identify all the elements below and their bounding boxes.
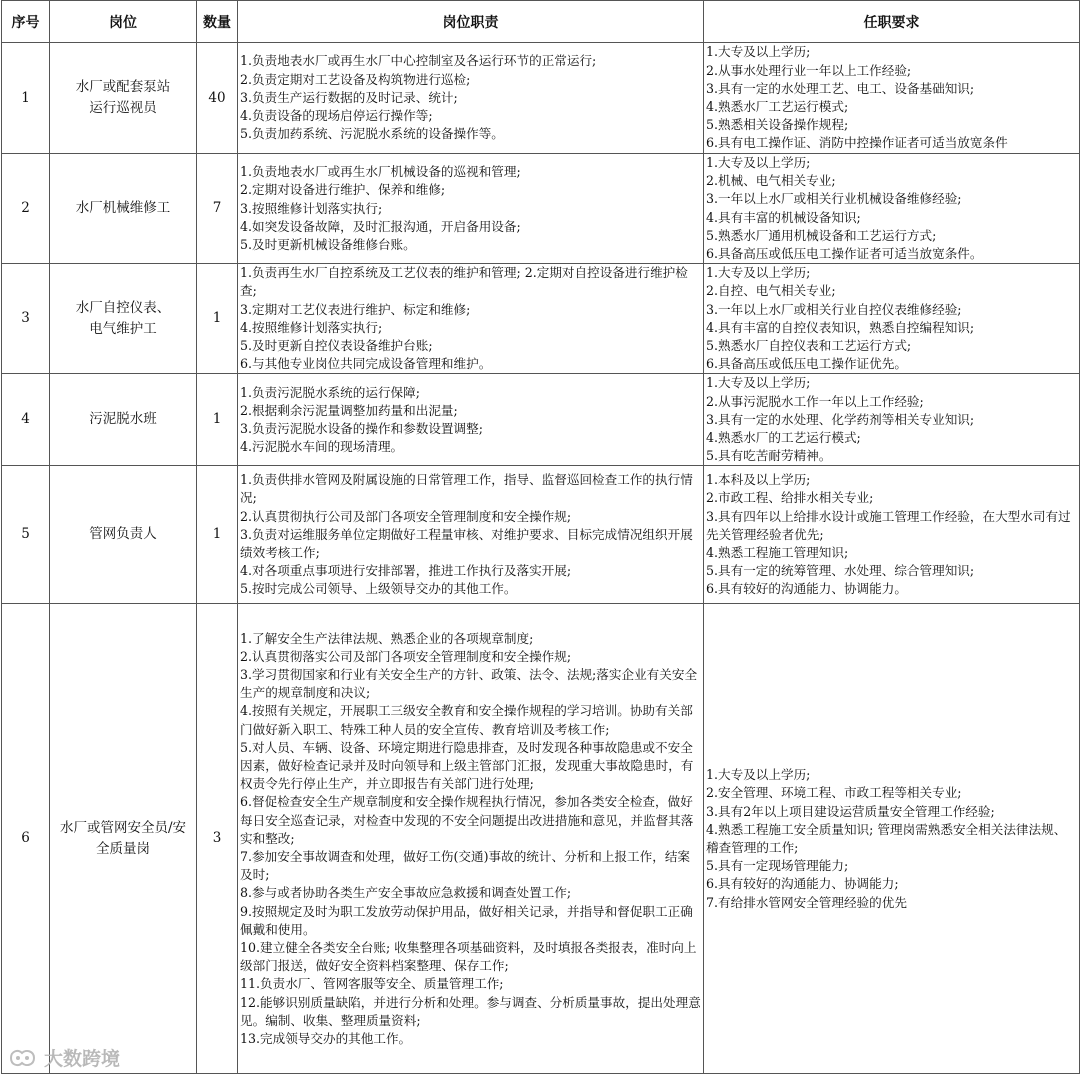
requirement-item: 1.大专及以上学历; [706, 375, 811, 391]
requirement-item: 2.从事污泥脱水工作一年以上工作经验; [706, 393, 924, 409]
requirement-item: 6.具备高压或低压电工操作证者可适当放宽条件。 [706, 246, 983, 262]
requirement-item: 6.具有电工操作证、消防中控操作证者可适当放宽条件 [706, 135, 1008, 151]
duty-item: 3.按照维修计划落实执行; [240, 200, 383, 216]
position-name: 水厂自控仪表、 [75, 299, 171, 316]
duty-item: 8.参与或者协助各类生产安全事故应急救援和调查处置工作; [240, 885, 572, 901]
duty-item: 9.按照规定及时为职工发放劳动保护用品，做好相关记录，并指导和督促职工正确佩戴和使用。 [240, 903, 693, 937]
duty-item: 5.对人员、车辆、设备、环境定期进行隐患排查，及时发现各种事故隐患或不安全因素，做好检查记录并及时向领导和上级主管部门汇报，发现重大事故隐患时，有权责令先行停止生产，并立即报告有关部门进行处理; [240, 739, 694, 792]
requirement-item: 1.大专及以上学历; [706, 767, 811, 783]
job-table [1, 0, 1080, 1074]
position-cell [50, 466, 197, 604]
duties-cell [238, 43, 704, 154]
requirement-item: 4.熟悉水厂的工艺运行模式; [706, 430, 861, 446]
duty-item: 2.负责定期对工艺设备及构筑物进行巡检; [240, 71, 471, 87]
position-cell [50, 264, 197, 374]
duty-item: 3.学习贯彻国家和行业有关安全生产的方针、政策、法令、法规;落实企业有关安全生产的规章制度和决议; [240, 667, 698, 701]
requirement-item: 2.安全管理、环境工程、市政工程等相关专业; [706, 785, 962, 801]
requirement-item: 5.具有一定的统筹管理、水处理、综合管理知识; [706, 563, 975, 579]
requirement-item: 2.市政工程、给排水相关专业; [706, 490, 874, 506]
duty-item: 4.对各项重点事项进行安排部署，推进工作执行及落实开展; [240, 563, 572, 579]
duty-item: 1.负责地表水厂或再生水厂中心控制室及各运行环节的正常运行; [240, 53, 597, 69]
duty-item: 1.负责污泥脱水系统的运行保障; [240, 384, 420, 400]
requirement-item: 4.熟悉水厂工艺运行模式; [706, 99, 849, 114]
requirement-item: 1.大专及以上学历; [706, 265, 811, 281]
requirement-item: 3.具有四年以上给排水设计或施工管理工作经验，在大型水司有过先关管理经验者优先; [706, 508, 1071, 542]
duty-item: 4.污泥脱水车间的现场清理。 [240, 439, 404, 455]
requirement-item: 1.大专及以上学历; [706, 155, 811, 170]
row-number: 2 [2, 154, 50, 264]
table-row [2, 154, 1080, 264]
table-row [2, 466, 1080, 604]
position-cell [50, 374, 197, 466]
requirement-item: 2.从事水处理行业一年以上工作经验; [706, 62, 912, 78]
requirements-cell [704, 264, 1080, 374]
duty-item: 1.负责再生水厂自控系统及工艺仪表的维护和管理; 2.定期对自控设备进行维护检查; [240, 265, 688, 299]
duty-item: 6.与其他专业岗位共同完成设备管理和维护。 [240, 356, 492, 372]
duty-item: 4.如突发设备故障，及时汇报沟通，开启备用设备; [240, 218, 521, 234]
headcount: 1 [197, 264, 238, 374]
requirements-cell [704, 374, 1080, 466]
duty-item: 2.认真贯彻执行公司及部门各项安全管理制度和安全操作规; [240, 508, 572, 524]
duties-cell [238, 374, 704, 466]
duty-item: 7.参加安全事故调查和处理，做好工伤(交通)事故的统计、分析和上报工作，结案及时; [240, 849, 691, 883]
position-name: 电气维护工 [89, 320, 157, 337]
requirement-item: 6.具有较好的沟通能力、协调能力; [706, 876, 899, 892]
requirement-item: 2.机械、电气相关专业; [706, 173, 836, 189]
duty-item: 10.建立健全各类安全台账; 收集整理各项基础资料，及时填报各类报表，准时向上级部门报送，做好安全资料档案整理、保存工作; [240, 940, 697, 974]
requirement-item: 4.熟悉工程施工安全质量知识; 管理岗需熟悉安全相关法律法规、稽查管理的工作; [706, 821, 1067, 855]
requirement-item: 3.一年以上水厂或相关行业自控仪表维修经验; [706, 301, 962, 317]
requirement-item: 3.具有一定的水处理、化学药剂等相关专业知识; [706, 411, 975, 427]
duty-item: 2.认真贯彻落实公司及部门各项安全管理制度和安全操作规; [240, 648, 572, 664]
requirements-cell [704, 466, 1080, 604]
row-number: 5 [2, 466, 50, 604]
requirement-item: 1.大专及以上学历; [706, 44, 811, 60]
duty-item: 3.定期对工艺仪表进行维护、标定和维修; [240, 301, 471, 317]
requirement-item: 5.熟悉水厂自控仪表和工艺运行方式; [706, 338, 912, 354]
duty-item: 5.按时完成公司领导、上级领导交办的其他工作。 [240, 581, 517, 597]
requirement-item: 3.具有一定的水处理工艺、电工、设备基础知识; [706, 80, 975, 96]
watermark [8, 1044, 120, 1071]
duty-item: 1.负责地表水厂或再生水厂机械设备的巡视和管理; [240, 164, 521, 180]
duty-item: 5.及时更新自控仪表设备维护台账; [240, 338, 433, 354]
requirement-item: 5.熟悉水厂通用机械设备和工艺运行方式; [706, 227, 937, 243]
duty-item: 6.督促检查安全生产规章制度和安全操作规程执行情况，参加各类安全检查，做好每日安全巡查记录，对检查中发现的不安全问题提出改进措施和意见，并监督其落实和整改; [240, 794, 694, 846]
header-requirements: 任职要求 [704, 1, 1080, 43]
header-count: 数量 [197, 1, 238, 43]
requirements-cell [704, 43, 1080, 154]
duty-item: 3.负责对运维服务单位定期做好工程量审核、对维护要求、目标完成情况组织开展绩效考核工作; [240, 526, 693, 561]
headcount: 3 [197, 604, 238, 1074]
duty-item: 1.了解安全生产法律法规、熟悉企业的各项规章制度; [240, 630, 534, 646]
table-row [2, 43, 1080, 154]
position-name: 管网负责人 [89, 526, 157, 543]
position-name: 水厂机械维修工 [75, 200, 171, 217]
duty-item: 2.根据剩余污泥量调整加药量和出泥量; [240, 402, 458, 418]
requirement-item: 7.有给排水管网安全管理经验的优先 [706, 894, 907, 910]
duty-item: 4.按照有关规定，开展职工三级安全教育和安全操作规程的学习培训。协助有关部门做好新入职工、特殊工种人员的安全宣传、教育培训及考核工作; [240, 703, 693, 737]
duties-cell [238, 604, 704, 1074]
position-cell [50, 604, 197, 1074]
position-name: 水厂或配套泵站 [75, 79, 171, 95]
row-number: 4 [2, 374, 50, 466]
position-name: 全质量岗 [96, 840, 150, 857]
headcount: 1 [197, 466, 238, 604]
duty-item: 3.负责生产运行数据的及时记录、统计; [240, 89, 458, 105]
row-number: 6 [2, 604, 50, 1074]
requirement-item: 4.具有丰富的自控仪表知识，熟悉自控编程知识; [706, 319, 975, 335]
duty-item: 3.负责污泥脱水设备的操作和参数设置调整; [240, 420, 483, 436]
duty-item: 4.按照维修计划落实执行; [240, 319, 383, 335]
headcount: 1 [197, 374, 238, 466]
duty-item: 5.负责加药系统、污泥脱水系统的设备操作等。 [240, 126, 504, 142]
requirement-item: 4.熟悉工程施工管理知识; [706, 545, 849, 561]
headcount: 40 [197, 43, 238, 154]
duties-cell [238, 154, 704, 264]
duty-item: 11.负责水厂、管网客服等安全、质量管理工作; [240, 976, 504, 992]
row-number: 3 [2, 264, 50, 374]
duty-item: 4.负责设备的现场启停运行操作等; [240, 108, 433, 124]
logo-icon [8, 1047, 38, 1069]
duties-cell [238, 264, 704, 374]
requirement-item: 4.具有丰富的机械设备知识; [706, 209, 861, 225]
watermark-text: 大数跨境 [44, 1048, 121, 1070]
header-row [2, 1, 1080, 43]
position-name: 运行巡视员 [89, 100, 157, 116]
requirement-item: 2.自控、电气相关专业; [706, 283, 836, 299]
duty-item: 1.负责供排水管网及附属设施的日常管理工作，指导、监督巡回检查工作的执行情况; [240, 472, 693, 506]
table-row [2, 264, 1080, 374]
requirement-item: 3.具有2年以上项目建设运营质量安全管理工作经验; [706, 803, 995, 819]
duty-item: 5.及时更新机械设备维修台账。 [240, 236, 416, 252]
requirements-cell [704, 154, 1080, 264]
requirements-cell [704, 604, 1080, 1074]
row-number: 1 [2, 43, 50, 154]
duty-item: 2.定期对设备进行维护、保养和维修; [240, 182, 446, 198]
requirement-item: 3.一年以上水厂或相关行业机械设备维修经验; [706, 191, 962, 207]
requirement-item: 5.熟悉相关设备操作规程; [706, 117, 849, 133]
table-row [2, 604, 1080, 1074]
table-row [2, 374, 1080, 466]
requirement-item: 5.具有一定现场管理能力; [706, 858, 849, 874]
header-duties: 岗位职责 [238, 1, 704, 43]
position-name: 水厂或管网安全员/安 [59, 819, 187, 836]
position-cell [50, 43, 197, 154]
position-name: 污泥脱水班 [89, 411, 157, 428]
headcount: 7 [197, 154, 238, 264]
header-position: 岗位 [50, 1, 197, 43]
duties-cell [238, 466, 704, 604]
requirement-item: 6.具备高压或低压电工操作证优先。 [706, 356, 907, 372]
requirement-item: 5.具有吃苦耐劳精神。 [706, 448, 832, 464]
requirement-item: 1.本科及以上学历; [706, 472, 811, 488]
position-cell [50, 154, 197, 264]
header-no: 序号 [2, 1, 50, 43]
duty-item: 12.能够识别质量缺陷，并进行分析和处理。参与调查、分析质量事故，提出处理意见。编制、收集、整理质量资料; [240, 994, 701, 1028]
duty-item: 13.完成领导交办的其他工作。 [240, 1031, 412, 1047]
requirement-item: 6.具有较好的沟通能力、协调能力。 [706, 581, 907, 597]
